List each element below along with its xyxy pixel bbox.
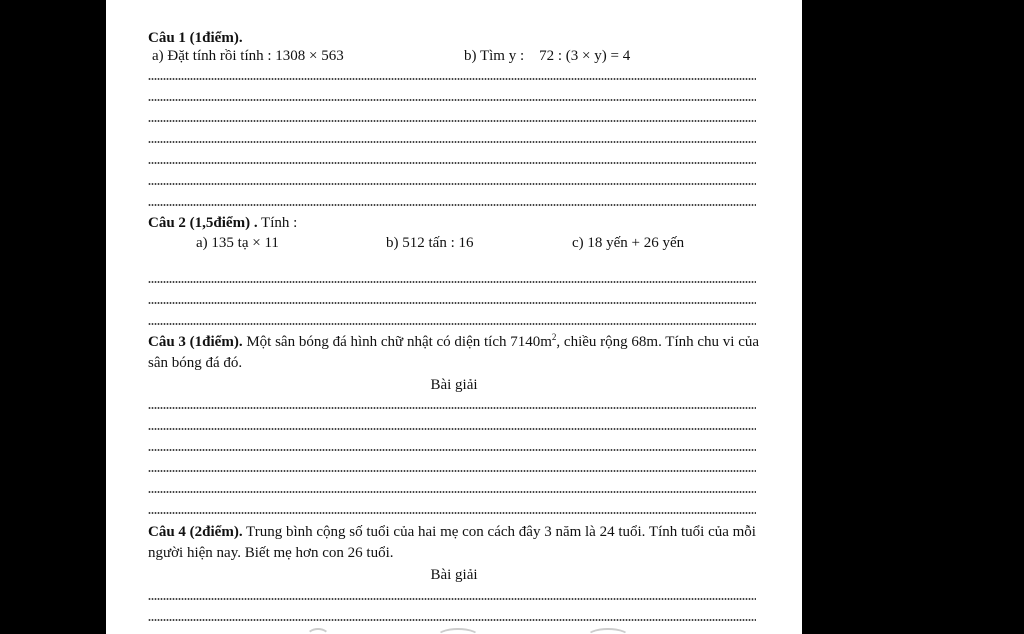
answer-line — [148, 281, 756, 283]
question-1-title: Câu 1 (1điểm). — [148, 30, 243, 46]
answer-line — [148, 78, 756, 80]
question-3-solution-heading: Bài giải — [430, 377, 478, 393]
answer-line — [148, 598, 756, 600]
answer-line — [148, 141, 756, 143]
answer-line — [148, 470, 756, 472]
question-2b: b) 512 tấn : 16 — [386, 235, 474, 251]
question-1a: a) Đặt tính rồi tính : 1308 × 563 — [152, 48, 344, 64]
question-4-text: Câu 4 (2điểm). Trung bình cộng số tuổi của hai mẹ con cách đây 3 năm là 24 tuổi. Tính tuổi của mỗi người hiện nay. Biết mẹ hơn con 26 tuổi. — [148, 524, 756, 561]
answer-line — [148, 428, 756, 430]
worksheet-page — [106, 0, 802, 634]
answer-line — [148, 491, 756, 493]
answer-line — [148, 323, 756, 325]
answer-line — [148, 204, 756, 206]
answer-line — [148, 407, 756, 409]
decorative-mark — [436, 628, 480, 634]
answer-line — [148, 512, 756, 514]
decorative-mark — [306, 628, 330, 634]
answer-line — [148, 619, 756, 621]
answer-line — [148, 183, 756, 185]
question-2-title: Câu 2 (1,5điểm) . Tính : — [148, 215, 298, 231]
question-2a: a) 135 tạ × 11 — [196, 235, 279, 251]
answer-line — [148, 302, 756, 304]
question-4-solution-heading: Bài giải — [430, 567, 478, 583]
question-3-text: Câu 3 (1điểm). Một sân bóng đá hình chữ nhật có diện tích $7140m^2$, chiều rộng 68m. Tính chu vi của sân bóng đá đó. — [148, 332, 760, 371]
answer-line — [148, 99, 756, 101]
answer-line — [148, 120, 756, 122]
question-1b: b) Tìm y : 72 : (3 × y) = 4 — [464, 48, 631, 64]
question-2c: c) 18 yến + 26 yến — [572, 235, 685, 251]
answer-line — [148, 449, 756, 451]
decorative-mark — [586, 628, 630, 634]
answer-line — [148, 162, 756, 164]
